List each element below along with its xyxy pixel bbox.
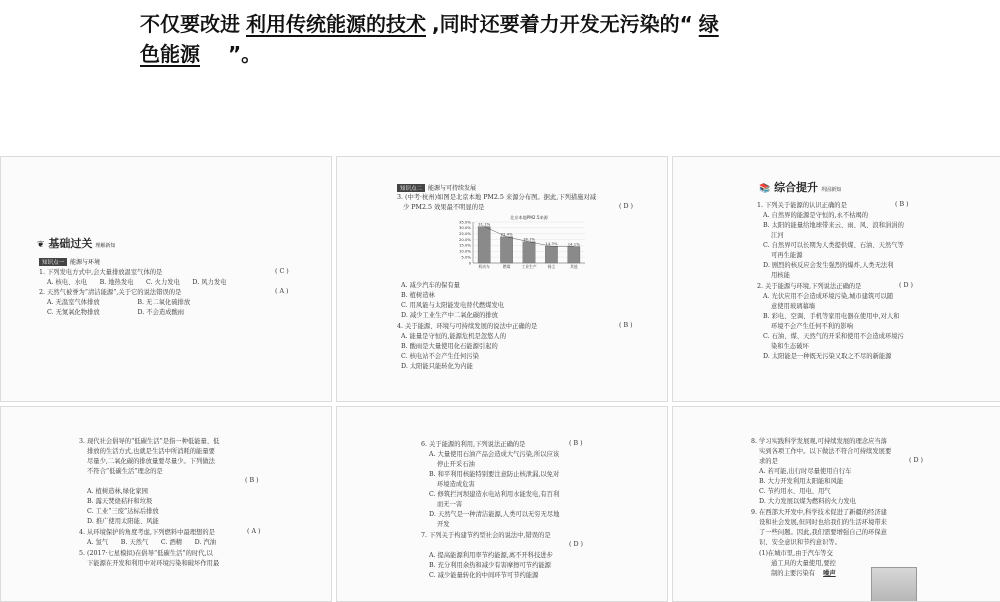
question-line: 了一些问题。因此,我们需要增强自己的环保意 <box>759 529 887 536</box>
option-line: A. 氢气 B. 天然气 C. 酒精 D. 汽油 <box>87 539 217 546</box>
option-line: A. 自然界的能源是守恒的,永不枯竭的 <box>763 212 869 219</box>
slide-panel-basic <box>0 156 332 402</box>
top-fill-blank-2a: 绿 <box>698 12 719 36</box>
sub-question-text: 制的主要污染有 <box>771 570 816 577</box>
question-line: 识、安全意识和节约意识等。 <box>759 539 841 546</box>
question-line: 少 PM2.5 效果最不明显的是 <box>403 204 485 211</box>
option-line: B. 彩电、空调、手机等家用电器在使用中,对人和 <box>763 313 900 320</box>
top-fill-blank-2b: 色能源 <box>140 42 200 66</box>
answer-mark: ( D ) <box>909 457 923 464</box>
question-line: 下能源在开发和利用中对环境污染和破坏作用最 <box>87 560 220 567</box>
data-label: 18.1% <box>522 236 536 242</box>
tag-text: 能源与可持续发展 <box>428 185 477 192</box>
option-line: A. 无温室气体排放 B. 无二氧化硫排放 <box>47 299 191 306</box>
y-tick-label: 35.0% <box>458 219 471 225</box>
sub-question-line: 通工具的大量使用,要控 <box>771 560 836 567</box>
question-line: 不符合“低碳生活”理念的是 <box>87 468 163 475</box>
question-line: 2. 关于能源与环境,下列说法正确的是 <box>757 283 862 290</box>
top-text-area <box>0 0 1000 150</box>
question-line: 求的是 <box>759 458 778 465</box>
question-line: 3. (中考·杭州)如图是北京本地 PM2.5 来源分布图。据此,下列措施对减 <box>397 194 597 201</box>
answer-mark: ( A ) <box>275 288 289 295</box>
fill-blank-answer: 噪声 <box>823 570 836 577</box>
option-line: C. 用风能与太阳能发电替代燃煤发电 <box>401 302 505 309</box>
option-line: C. 修筑拦河坝建造水电站利用水能发电,有百利 <box>429 491 560 498</box>
header-title: 综合提升 <box>774 181 819 194</box>
header-subtitle: 理解新知 <box>95 243 116 249</box>
section-header-comprehensive <box>759 179 841 195</box>
option-line: A. 若可能,出行时尽量使用自行车 <box>759 468 852 475</box>
question-line: 1. 下列发电方式中,会大量排放温室气体的是 <box>39 269 163 276</box>
chart-title: 北京本地PM2.5来源 <box>510 215 548 220</box>
option-line: C. 石油、煤、天然气的开采和使用不会造成环境污 <box>763 333 904 340</box>
option-line: A. 能量是守恒的,能源危机是忽悠人的 <box>401 333 507 340</box>
header-title: 基础过关 <box>48 237 93 250</box>
option-line: 开发 <box>437 521 450 528</box>
x-tick-label: 扬尘 <box>547 264 556 269</box>
option-line: A. 植树造林,绿化家园 <box>87 488 148 495</box>
option-line: 环境造成危害 <box>437 481 475 488</box>
option-line: C. 减少能量转化的中间环节可节约能源 <box>429 572 539 579</box>
question-line: 6. 关于能源的利用,下列说法正确的是 <box>421 441 526 448</box>
x-tick-label: 机动车 <box>478 264 490 269</box>
answer-mark: ( D ) <box>619 203 633 210</box>
question-line: 5. (2017·七星模拟)在倡导“低碳生活”的时代,以 <box>79 550 213 557</box>
y-tick-label: 20.0% <box>458 236 471 242</box>
option-line: B. 和平利用核能特别要注意防止核泄漏,以免对 <box>429 471 560 478</box>
answer-mark: ( B ) <box>569 440 583 447</box>
section-header-basic <box>37 235 115 251</box>
top-text-line-2 <box>140 38 261 67</box>
bar-0 <box>478 227 490 263</box>
y-tick-label: 10.0% <box>458 248 471 254</box>
question-line: 7. 下列关于构建节约型社会的说法中,错误的是 <box>421 532 551 539</box>
question-line: 实到各项工作中。以下做法不符合可持续发展要 <box>759 448 892 455</box>
option-line: B. 酸雨是大量使用化石能源引起的 <box>401 343 498 350</box>
bar-1 <box>500 237 512 263</box>
y-tick-label: 5.0% <box>461 254 471 260</box>
answer-mark: ( B ) <box>245 477 259 484</box>
option-line: C. 工业“三废”达标后排放 <box>87 508 159 515</box>
data-label: 31.1% <box>478 221 491 227</box>
top-text-prefix: 不仅要改进 <box>140 12 240 36</box>
question-line: 4. 关于能源、环境与可持续发展的说法中正确的是 <box>397 323 538 330</box>
data-label: 22.4% <box>500 231 513 237</box>
answer-mark: ( C ) <box>275 268 289 275</box>
question-line: 2. 天然气被誉为“清洁能源”,关于它的说法错误的是 <box>39 289 182 296</box>
option-line: 停止开采石油 <box>437 461 475 468</box>
option-line: D. 减少工业生产中二氧化碳的排放 <box>401 312 498 319</box>
slide-panel-lowcarbon <box>0 406 332 602</box>
knowledge-tag-2 <box>397 183 476 192</box>
data-label: 14.1% <box>567 241 580 247</box>
book-stack-icon: 📚 <box>759 184 771 194</box>
option-line: 江河 <box>771 232 784 239</box>
y-tick-label: 15.0% <box>458 242 471 248</box>
bar-4 <box>568 246 580 263</box>
sub-question-line: (1)在城市里,由于汽车等交 <box>759 550 833 557</box>
option-line: D. 太阳能是一种既无污染又取之不尽的新能源 <box>763 353 892 360</box>
question-line: 3. 现代社会倡导的“低碳生活”是指一种低能量、低 <box>79 438 220 445</box>
question-line: 4. 从环境保护的角度考虑,下列燃料中最理想的是 <box>79 529 215 536</box>
option-line: 意使用玻璃幕墙 <box>771 303 816 310</box>
top-fill-blank-1: 利用传统能源的技术 <box>246 12 426 36</box>
option-line: D. 天然气是一种清洁能源,人类可以无穷无尽地 <box>429 511 560 518</box>
top-text-line-1 <box>140 8 719 37</box>
option-line: C. 节约用水、用电、用气 <box>759 488 831 495</box>
question-line: 尽量少,二氧化碳的排放量要尽量少。下列做法 <box>87 458 215 465</box>
knowledge-tag-1 <box>39 257 100 266</box>
option-line: 用核能 <box>771 272 790 279</box>
question-line: 8. 学习实践科学发展观,可持续发展的理念应当落 <box>751 438 887 445</box>
option-line: 染和生态破坏 <box>771 343 809 350</box>
x-tick-label: 其他 <box>570 264 578 269</box>
slide-panel-comprehensive <box>672 156 1000 402</box>
slide-panel-sustainable-dev <box>672 406 1000 602</box>
slide-panel-energy-use <box>336 406 668 602</box>
slide-panel-sustainable <box>336 156 668 402</box>
question-line: 排放的生活方式,也就是生活中所消耗的能量要 <box>87 448 215 455</box>
bar-2 <box>523 242 535 263</box>
option-line: C. 无氮氧化物排放 D. 不会造成酸雨 <box>47 309 185 316</box>
top-text-suffix: ,同时还要着力开发无污染的“ <box>432 12 693 36</box>
tag-box: 知识点二 <box>397 184 425 192</box>
option-line: D. 大力发展以煤为燃料的火力发电 <box>759 498 856 505</box>
question-line: 设和社会发展,但同时也给我们的生活环境带来 <box>759 519 887 526</box>
option-line: A. 大量使用石油产品会造成大气污染,所以应该 <box>429 451 560 458</box>
option-line: B. 植树造林 <box>401 292 435 299</box>
option-line: D. 推广使用太阳能、风能 <box>87 518 159 525</box>
top-text-end: ”。 <box>228 42 262 66</box>
option-line: C. 核电站不会产生任何污染 <box>401 353 479 360</box>
y-tick-label: 30.0% <box>458 225 471 231</box>
question-line: 1. 下列关于能源的认识正确的是 <box>757 202 847 209</box>
option-line: 而无一害 <box>437 501 463 508</box>
option-line: D. 剧烈的核反应会发生强烈的爆炸,人类无法利 <box>763 262 894 269</box>
option-line: B. 太阳的能量给地球带来云、雨、风、浪和涓涓的 <box>763 222 904 229</box>
option-line: 可再生能源 <box>771 252 803 259</box>
answer-mark: ( A ) <box>247 528 261 535</box>
answer-mark: ( B ) <box>895 201 909 208</box>
option-line: B. 露天焚烧秸秆和垃圾 <box>87 498 153 505</box>
option-line: A. 核电、水电 B. 地热发电 C. 火力发电 D. 风力发电 <box>47 279 227 286</box>
option-line: A. 提高能源利用率节约能源,离不开科技进步 <box>429 552 553 559</box>
option-line: A. 减少汽车的保有量 <box>401 282 460 289</box>
data-label: 14.3% <box>545 241 558 247</box>
sub-question-line <box>771 569 836 578</box>
option-line: C. 自然界可以长期为人类提供煤、石油、天然气等 <box>763 242 904 249</box>
option-line: B. 大力开发利用太阳能和风能 <box>759 478 844 485</box>
pm25-bar-chart <box>449 213 589 275</box>
option-line: B. 充分利用余热和减少有害摩擦可节约能源 <box>429 562 551 569</box>
city-traffic-photo <box>871 567 917 602</box>
x-tick-label: 燃煤 <box>502 264 511 269</box>
tag-box: 知识点一 <box>39 258 67 266</box>
tag-text: 能源与环境 <box>70 259 101 266</box>
option-line: D. 太阳能只能转化为内能 <box>401 363 473 370</box>
question-line: 9. 在西部大开发中,科学技术促进了新疆的经济建 <box>751 509 887 516</box>
answer-mark: ( D ) <box>899 282 913 289</box>
answer-mark: ( B ) <box>619 322 633 329</box>
header-subtitle: 巩固新知 <box>821 187 842 193</box>
leaf-icon: ❦ <box>37 240 45 250</box>
y-tick-label: 25.0% <box>458 231 471 237</box>
x-tick-label: 工业生产 <box>521 264 537 269</box>
y-tick-label: 0 <box>468 260 471 266</box>
option-line: A. 光伏应用不会造成环境污染,城市建筑可以随 <box>763 293 894 300</box>
answer-mark: ( D ) <box>569 541 583 548</box>
option-line: 环境不会产生任何不利的影响 <box>771 323 853 330</box>
bar-3 <box>545 246 557 263</box>
